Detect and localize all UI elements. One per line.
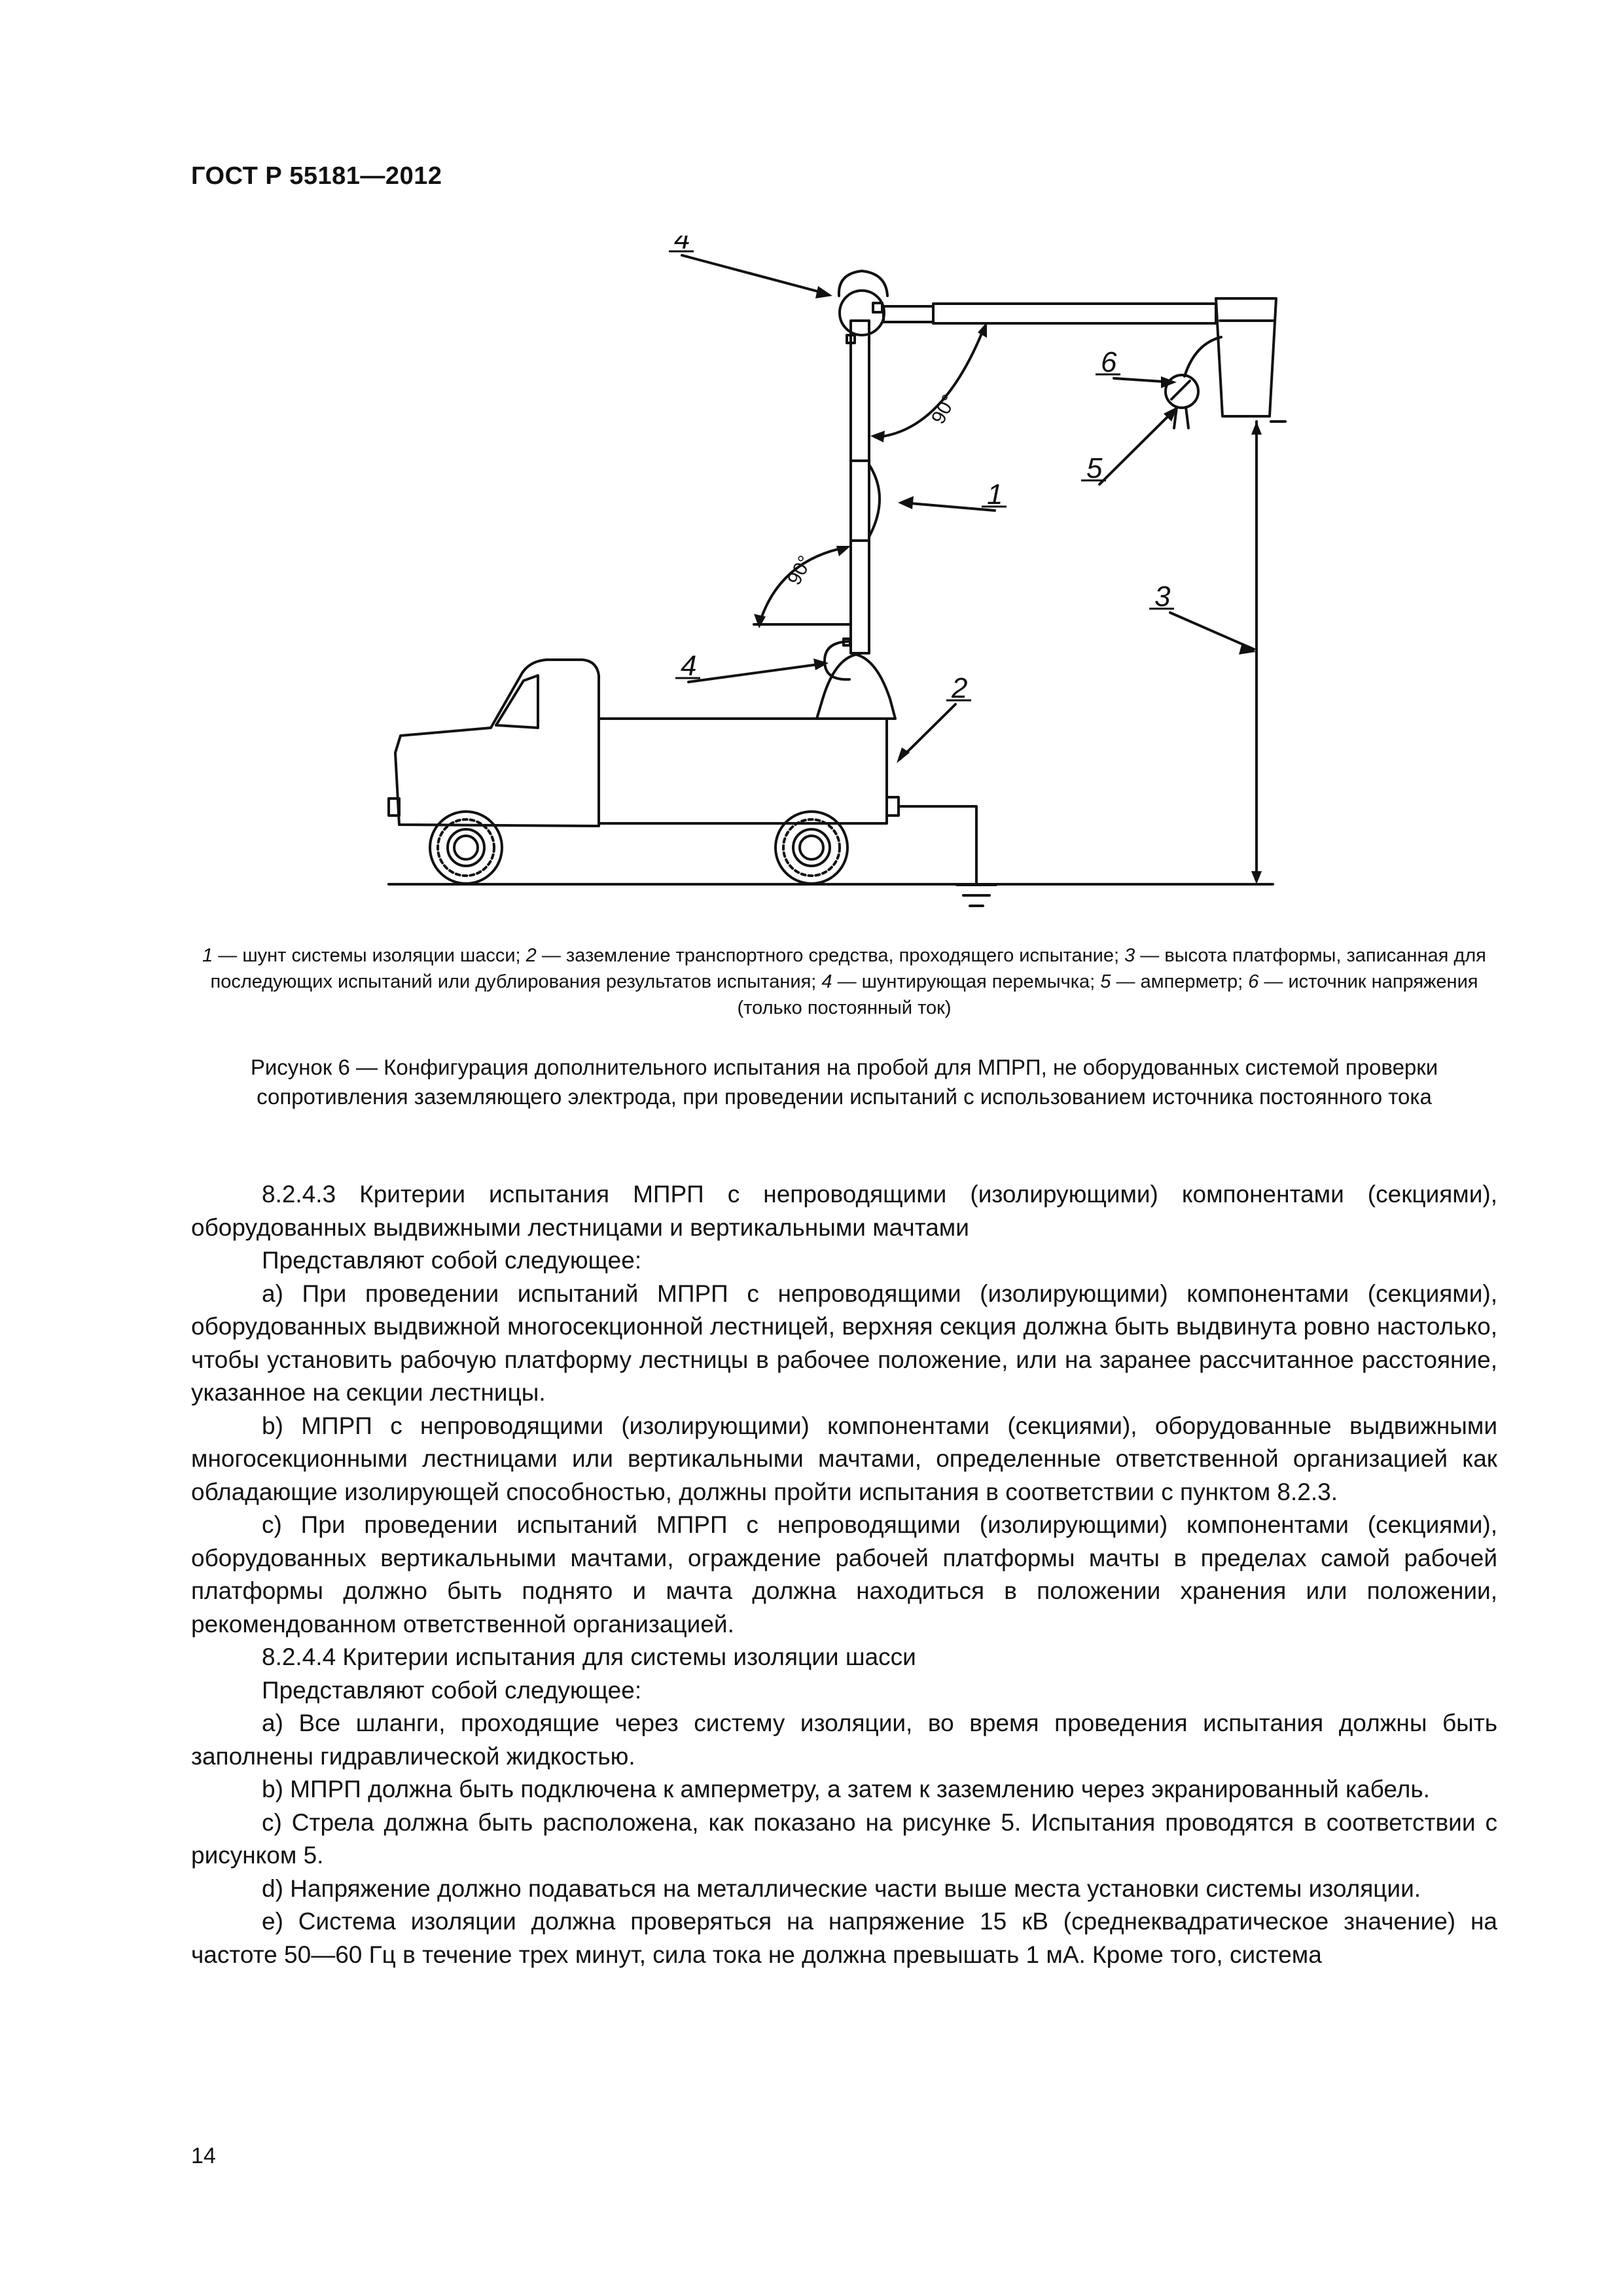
paragraph: e) Система изоляции должна проверяться на напряжение 15 кВ (среднеквадратическое значение) на частоте 50—60 Гц в течение трех минут, сила тока не должна превышать 1 мА. Кроме того, система [191, 1908, 1497, 1968]
front-wheel [430, 812, 502, 884]
top-jumper [839, 271, 887, 296]
figure-6-diagram [366, 236, 1335, 942]
body-text [191, 1178, 1497, 1971]
boom-joint [883, 306, 933, 322]
legend-num-1: 1 [202, 945, 213, 966]
legend-text-4: — шунтирующая перемычка; [832, 971, 1101, 992]
truck-test-diagram [366, 236, 1335, 942]
truck-cab [395, 660, 599, 826]
paragraph: 8.2.4.4 Критерии испытания для системы изоляции шасси [262, 1643, 916, 1670]
callout-5: 5 [1086, 452, 1103, 484]
legend-num-5: 5 [1100, 971, 1111, 992]
callout-4-bottom: 4 [681, 650, 697, 682]
paragraph: Представляют собой следующее: [262, 1247, 642, 1274]
bottom-jumper [825, 641, 851, 679]
angle-label-upper: 90° [927, 391, 961, 428]
horizontal-boom [933, 304, 1216, 323]
legend-num-2: 2 [526, 945, 537, 966]
legend-num-6: 6 [1248, 971, 1259, 992]
platform-bucket [1216, 298, 1276, 416]
paragraph: b) МПРП с непроводящими (изолирующими) компонентами (секциями), оборудованные выдвижными многосекционными лестницами или вертикальными мачтами, определенные ответственной организацией как обладающие изолирующей способностью, должны пройти испытания в соответствии с пунктом 8.2.3. [191, 1412, 1497, 1505]
angle-arc-upper [876, 327, 984, 437]
legend-text-5: — амперметр; [1111, 971, 1249, 992]
truck-body [599, 719, 887, 823]
paragraph: a) При проведении испытаний МПРП с непроводящими (изолирующими) компонентами (секциями), оборудованных выдвижной многосекционной лестницей, верхняя секция должна быть выдвинута ровно настолько, чтобы установить рабочую платформу лестницы в рабочее положение, или на заранее рассчитанное расстояние, указанное на секции лестницы. [191, 1280, 1497, 1406]
ground-wire [899, 806, 976, 884]
figure-caption: Рисунок 6 — Конфигурация дополнительного испытания на пробой для МПРП, не оборудованных системой проверки сопротивления заземляющего электрода, при проведении испытаний с использованием источника постоянного тока [250, 1055, 1438, 1109]
paragraph: a) Все шланги, проходящие через систему изоляции, во время проведения испытания должны быть заполнены гидравлической жидкостью. [191, 1710, 1497, 1770]
paragraph: c) При проведении испытаний МПРП с непроводящими (изолирующими) компонентами (секциями), оборудованных вертикальными мачтами, ограждение рабочей платформы мачты в пределах самой рабочей платформы должно быть поднято и мачта должна находиться в положении хранения или положении, рекомендованном ответственной организацией. [191, 1511, 1497, 1638]
figure-legend [191, 942, 1497, 1021]
rear-bumper [887, 797, 899, 816]
angle-label-lower: 90° [783, 552, 817, 589]
callout-2: 2 [952, 672, 968, 704]
paragraph: 8.2.4.3 Критерии испытания МПРП с непроводящими (изолирующими) компонентами (секциями), оборудованных выдвижными лестницами и вертикальными мачтами [191, 1181, 1497, 1241]
turret-base [817, 655, 895, 719]
leader-2 [900, 704, 955, 759]
page-number: 14 [191, 2144, 216, 2168]
paragraph: d) Напряжение должно подаваться на металлические части выше места установки системы изоляции. [262, 1874, 1421, 1902]
legend-num-3: 3 [1124, 945, 1135, 966]
callout-3: 3 [1154, 581, 1171, 613]
callout-1: 1 [987, 478, 1003, 511]
leader-5 [1099, 409, 1175, 484]
leader-4-bottom [688, 664, 823, 682]
legend-text-6: — источник напряжения (только постоянный ток) [737, 971, 1478, 1018]
paragraph: c) Стрела должна быть расположена, как показано на рисунке 5. Испытания проводятся в соответствии с рисунком 5. [191, 1808, 1497, 1869]
document-header: ГОСТ Р 55181—2012 [191, 162, 442, 190]
source-cable [1185, 337, 1221, 376]
leader-4-top [682, 255, 825, 293]
callout-6: 6 [1101, 346, 1117, 378]
leader-3 [1170, 613, 1254, 649]
legend-text-3: — высота платформы, записанная для последующих испытаний или дублирования результатов испытания; [210, 945, 1486, 992]
callout-4-top: 4 [674, 236, 690, 255]
paragraph: Представляют собой следующее: [262, 1676, 642, 1704]
legend-text-1: — шунт системы изоляции шасси; [213, 945, 526, 966]
legend-text-2: — заземление транспортного средства, проходящего испытание; [536, 945, 1125, 966]
legend-num-4: 4 [821, 971, 832, 992]
vertical-boom [851, 321, 869, 653]
chassis-insulation-shunt [869, 465, 880, 537]
paragraph: b) МПРП должна быть подключена к амперметру, а затем к заземлению через экранированный кабель. [262, 1776, 1430, 1803]
leader-1 [903, 503, 995, 511]
